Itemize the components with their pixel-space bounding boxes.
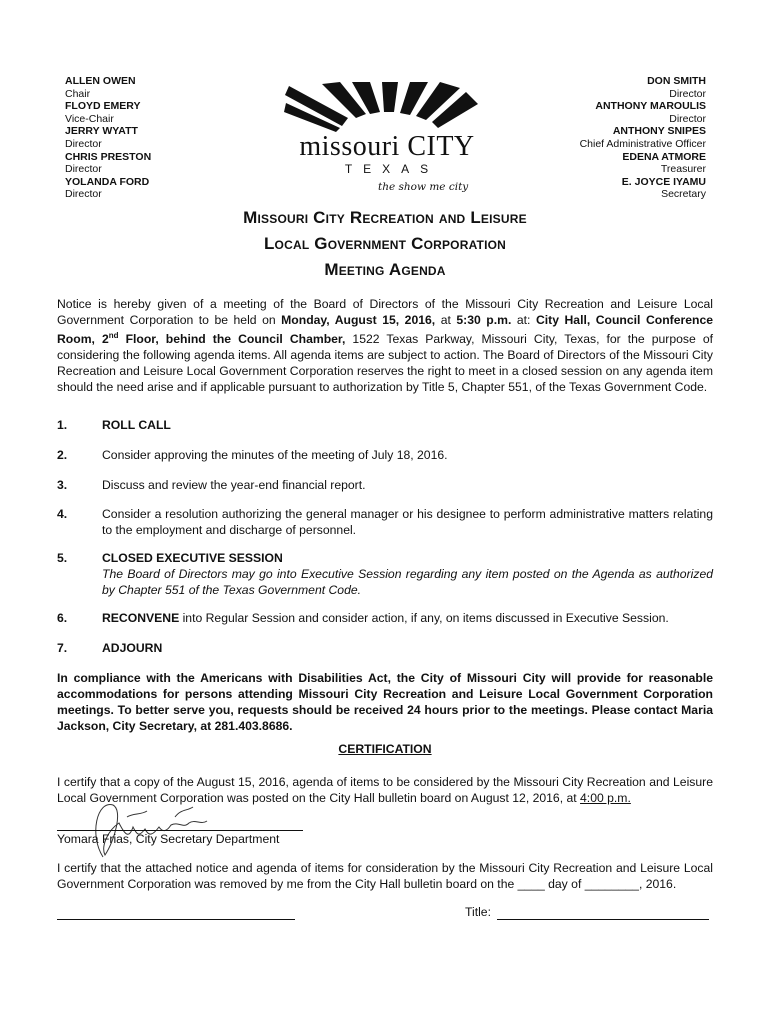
agenda-item [57,447,713,463]
board-member [580,125,706,150]
board-roster-left [65,75,151,201]
title-line: Meeting Agenda [324,260,446,279]
board-member [580,100,706,125]
item-heading: ADJOURN [102,641,163,655]
member-name: ALLEN OWEN [65,75,136,87]
title-line [497,919,709,920]
item-number: 5. [57,551,68,565]
meeting-date: Monday, August 15, 2016, [281,313,436,327]
sunburst-icon [282,82,492,132]
removal-signature-line [57,919,295,920]
member-name: ANTHONY MAROULIS [595,100,706,113]
agenda-item [57,550,713,598]
item-text: Consider a resolution authorizing the general manager or his designee to perform administrative matters relating to the employment and discharge of personnel. [102,507,713,537]
ada-notice: In compliance with the Americans with Disabilities Act, the City of Missouri City will provide for reasonable accommodations for persons attending Missouri City Recreation and Leisure Local Government Corporation meetings. To better serve you, requests should be received 24 hours prior to the meetings. Please contact Maria Jackson, City Secretary, at 281.403.8686. [57,671,713,733]
item-number: 2. [57,448,68,462]
board-member [580,176,706,201]
logo-tagline: the show me city [378,181,469,193]
title-line: Missouri City Recreation and Leisure [243,208,527,227]
item-number: 3. [57,478,68,492]
member-name: E. JOYCE IYAMU [621,175,706,188]
member-role: Chief Administrative Officer [579,137,706,150]
meeting-place-sup: nd [108,331,119,340]
agenda-item [57,417,713,433]
agenda-item [57,506,713,538]
notice-text: at [435,313,457,327]
member-name: DON SMITH [647,75,706,87]
member-role: Director [65,188,102,201]
item-text: Discuss and review the year-end financial report. [102,478,366,492]
member-role: Director [669,112,706,125]
board-member [580,75,706,100]
item-text: into Regular Session and consider action, if any, on items discussed in Executive Session. [179,611,669,625]
item-heading: ROLL CALL [102,418,171,432]
member-name: YOLANDA FORD [65,175,150,188]
board-member [65,75,151,100]
agenda-title [0,205,770,283]
logo-state: TEXAS [344,162,440,176]
agenda-item [57,640,713,656]
item-number: 6. [57,611,68,625]
member-name: CHRIS PRESTON [65,150,152,163]
title-line: Local Government Corporation [263,234,507,253]
meeting-place: City Hall, Council Conference Room, 2 [57,313,713,347]
board-member [65,151,151,176]
board-member [65,176,151,201]
certification-heading: CERTIFICATION [338,742,432,756]
board-member [580,151,706,176]
item-text: Consider approving the minutes of the meeting of July 18, 2016. [102,448,448,462]
meeting-time: 5:30 p.m. [456,313,512,327]
member-role: Secretary [661,188,706,201]
title-label: Title: [465,905,491,919]
posted-time: 4:00 p.m. [580,791,631,805]
cert-text: I certify that a copy of the August 15, 2016, agenda of items to be considered by the Missouri City Recreation and Leisure Local Government Corporation was posted on the City Hall bulletin board on August 12, 2016, at [57,775,713,805]
member-name: ANTHONY SNIPES [612,125,706,138]
item-heading: CLOSED EXECUTIVE SESSION [102,551,283,565]
signer-name: Yomara Frias, City Secretary Department [57,832,280,846]
signature-line [57,830,303,831]
missouri-city-logo [282,82,492,200]
member-role: Director [65,137,102,150]
meeting-notice [57,296,713,395]
removal-certification: I certify that the attached notice and agenda of items for consideration by the Missouri City Recreation and Leisure Local Government Corporation was removed by me from the City Hall bulletin board on the ____ day of ________, 2016. [57,861,713,891]
notice-text: at: [511,313,536,327]
item-number: 7. [57,641,68,655]
item-number: 1. [57,418,68,432]
member-role: Director [669,87,706,100]
notice-text: Notice is hereby given of a meeting of the Board of Directors of the Missouri City Recreation and Leisure Local Government Corporation to be held on [57,297,713,327]
member-role: Treasurer [660,163,706,176]
logo-wordmark: missouri CITY [299,131,475,162]
member-name: FLOYD EMERY [65,100,141,113]
member-name: EDENA ATMORE [622,150,706,163]
item-number: 4. [57,507,68,521]
notice-text: 1522 Texas Parkway, Missouri City, Texas, for the purpose of considering the following agenda items. All agenda items are subject to action. The Board of Directors of the Missouri City Recreation and Leisure Local Government Corporation reserves the right to meet in a closed session on any agenda item should the need arise and if applicable pursuant to authorization by Title 5, Chapter 551, of the Texas Government Code. [57,332,714,395]
member-role: Director [65,163,102,176]
member-name: JERRY WYATT [65,125,138,138]
board-roster-right [580,75,706,201]
agenda-item [57,610,713,626]
board-member [65,100,151,125]
agenda-item [57,477,713,493]
member-role: Vice-Chair [65,112,114,125]
item-text: The Board of Directors may go into Executive Session regarding any item posted on the Agenda as authorized by Chapter 551 of the Texas Government Code. [102,567,713,597]
meeting-place: Floor, behind the Council Chamber, [118,332,346,347]
item-heading: RECONVENE [102,611,180,625]
member-role: Chair [65,87,91,100]
board-member [65,125,151,150]
